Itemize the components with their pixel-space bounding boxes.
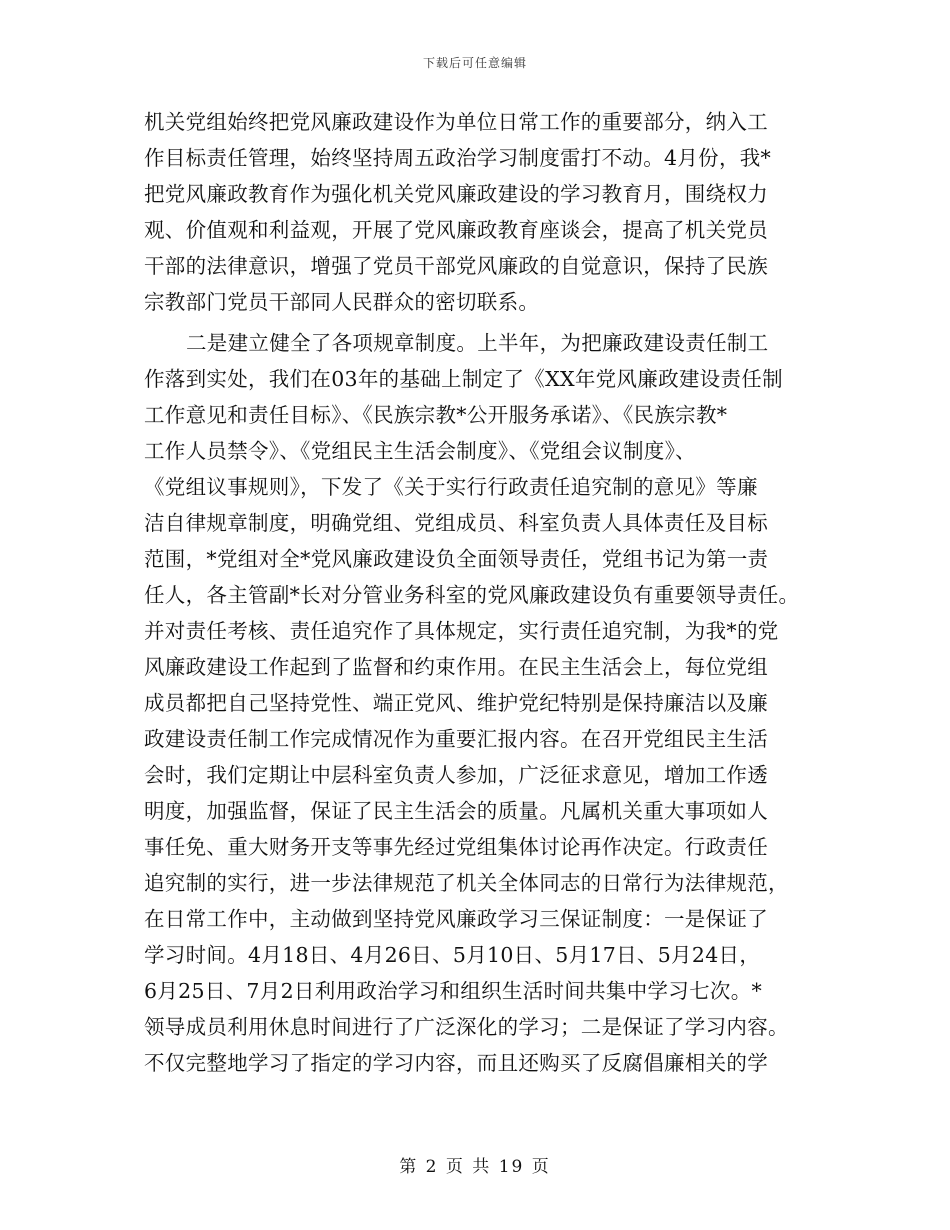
text-line: 二是建立健全了各项规章制度。上半年，为把廉政建设责任制工 xyxy=(186,331,769,355)
text-line: 工作人员禁令》、《党组民主生活会制度》、《党组会议制度》、 xyxy=(144,439,696,463)
page-header-note: 下载后可任意编辑 xyxy=(422,56,527,70)
text-line: 不仅完整地学习了指定的学习内容，而且还购买了反腐倡廉相关的学 xyxy=(144,1051,768,1075)
text-line: 风廉政建设工作起到了监督和约束作用。在民主生活会上，每位党组 xyxy=(144,655,768,679)
text-line: 成员都把自己坚持党性、端正党风、维护党纪特别是保持廉洁以及廉 xyxy=(144,691,768,715)
text-line: 学习时间。4月18日、4月26日、5月10日、5月17日、5月24日， xyxy=(144,943,761,967)
document-body xyxy=(144,104,804,1081)
text-line: 作落到实处，我们在03年的基础上制定了《XX年党风廉政建设责任制 xyxy=(144,367,783,391)
text-line: 作目标责任管理，始终坚持周五政治学习制度雷打不动。4月份，我* xyxy=(144,146,772,170)
text-line: 机关党组始终把党风廉政建设作为单位日常工作的重要部分，纳入工 xyxy=(144,110,768,134)
text-line: 洁自律规章制度，明确党组、党组成员、科室负责人具体责任及目标 xyxy=(144,511,768,535)
paragraph-2 xyxy=(144,325,804,1081)
text-line: 6月25日、7月2日利用政治学习和组织生活时间共集中学习七次。* xyxy=(144,979,763,1003)
text-line: 把党风廉政教育作为强化机关党风廉政建设的学习教育月，围绕权力 xyxy=(144,182,768,206)
text-line: 宗教部门党员干部同人民群众的密切联系。 xyxy=(144,290,540,314)
text-line: 范围，*党组对全*党风廉政建设负全面领导责任，党组书记为第一责 xyxy=(144,547,769,571)
text-line: 干部的法律意识，增强了党员干部党风廉政的自觉意识，保持了民族 xyxy=(144,254,768,278)
text-line: 明度，加强监督，保证了民主生活会的质量。凡属机关重大事项如人 xyxy=(144,799,768,823)
text-line: 并对责任考核、责任追究作了具体规定，实行责任追究制，为我*的党 xyxy=(144,619,779,643)
text-line: 事任免、重大财务开支等事先经过党组集体讨论再作决定。行政责任 xyxy=(144,835,768,859)
text-line: 《党组议事规则》，下发了《关于实行行政责任追究制的意见》等廉 xyxy=(144,475,758,499)
text-line: 会时，我们定期让中层科室负责人参加，广泛征求意见，增加工作透 xyxy=(144,763,768,787)
text-line: 观、价值观和利益观，开展了党风廉政教育座谈会，提高了机关党员 xyxy=(144,218,768,242)
paragraph-1 xyxy=(144,104,804,320)
page-number-footer: 第 2 页 共 19 页 xyxy=(399,1157,551,1177)
text-line: 政建设责任制工作完成情况作为重要汇报内容。在召开党组民主生活 xyxy=(144,727,768,751)
text-line: 任人，各主管副*长对分管业务科室的党风廉政建设负有重要领导责任。 xyxy=(144,583,800,607)
text-line: 工作意见和责任目标》、《民族宗教*公开服务承诺》、《民族宗教* xyxy=(144,403,728,427)
text-line: 追究制的实行，进一步法律规范了机关全体同志的日常行为法律规范， xyxy=(144,871,789,895)
text-line: 领导成员利用休息时间进行了广泛深化的学习；二是保证了学习内容。 xyxy=(144,1015,789,1039)
text-line: 在日常工作中，主动做到坚持党风廉政学习三保证制度：一是保证了 xyxy=(144,907,768,931)
